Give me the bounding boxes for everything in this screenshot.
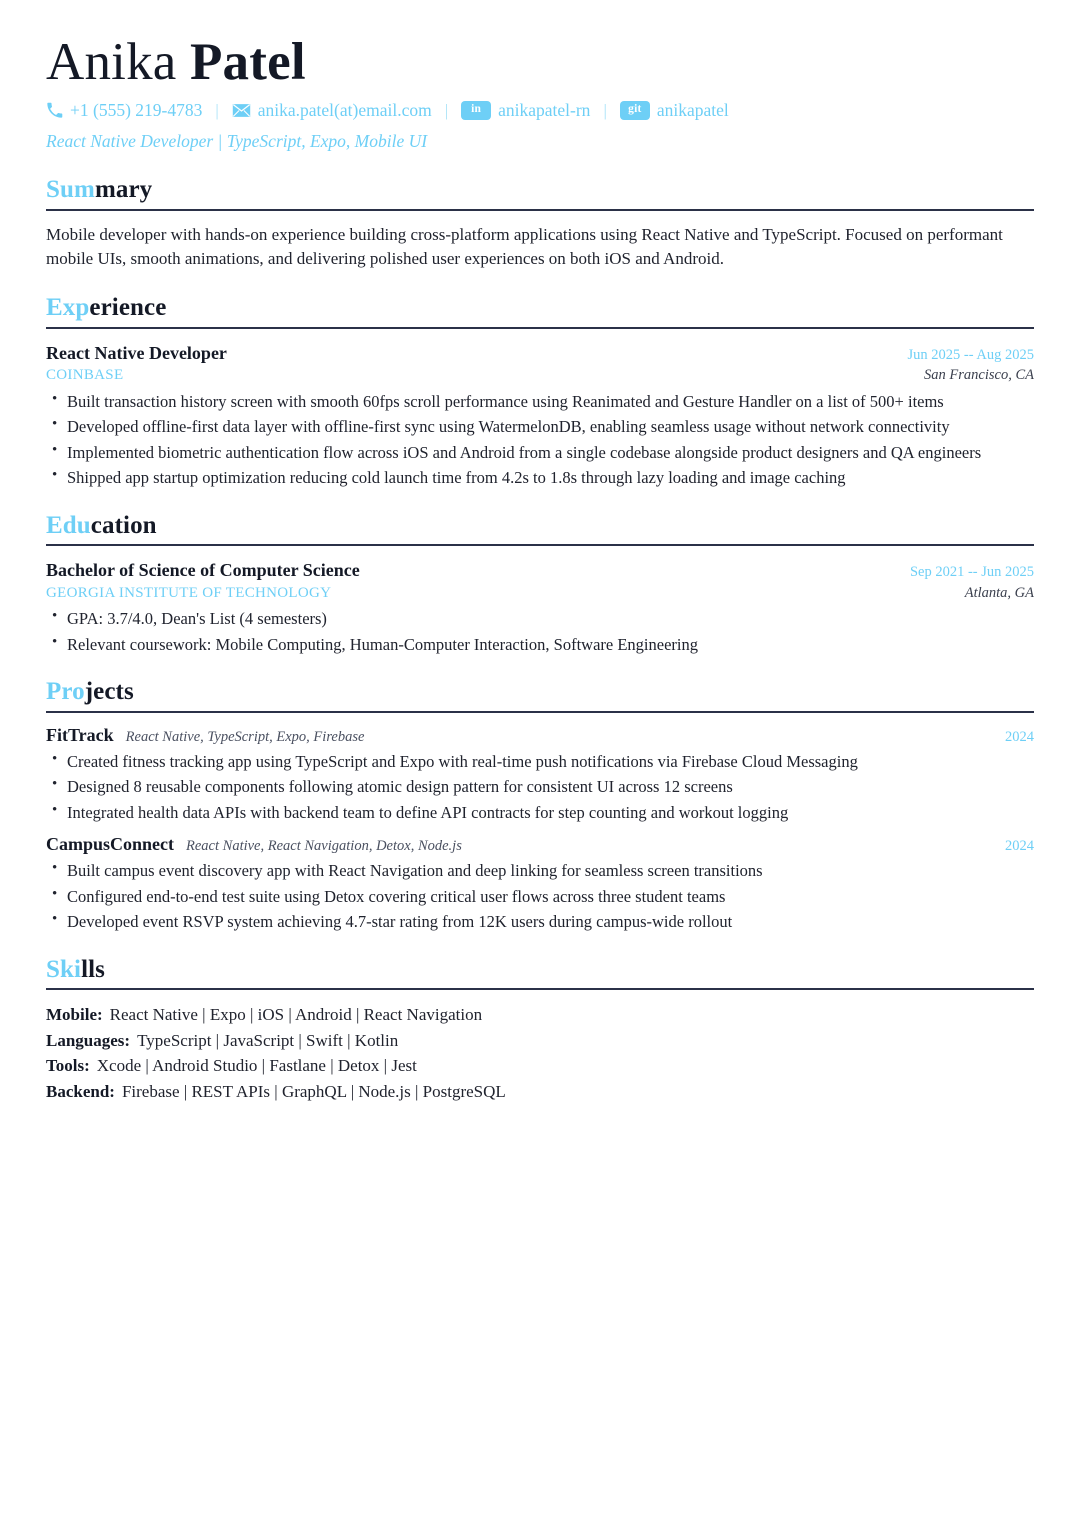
- list-item: • Relevant coursework: Mobile Computing, Human-Computer Interaction, Software Engineering: [46, 633, 1034, 656]
- page-title: [46, 34, 1034, 91]
- job-bullets: [46, 390, 1034, 490]
- project-left: [46, 834, 462, 855]
- project-title-row: [46, 725, 1034, 746]
- skill-row: [46, 1028, 1034, 1054]
- list-item: • Developed event RSVP system achieving 4.7-star rating from 12K users during campus-wide rollout: [46, 910, 1034, 933]
- email-text: anika.patel(at)email.com: [257, 100, 432, 121]
- resume-header: [46, 34, 1034, 154]
- heading-rest: erience: [89, 294, 167, 322]
- job-title: React Native Developer: [46, 342, 227, 363]
- section-rule: [46, 327, 1034, 329]
- heading-highlight: Edu: [46, 511, 91, 539]
- heading-highlight: Sum: [46, 175, 95, 203]
- list-item: • Configured end-to-end test suite using Detox covering critical user flows across three student teams: [46, 885, 1034, 908]
- skill-row: [46, 1079, 1034, 1105]
- skill-values: Firebase | REST APIs | GraphQL | Node.js | PostgreSQL: [121, 1081, 506, 1101]
- linkedin-text: anikapatel-rn: [498, 100, 591, 121]
- skill-label: Tools:: [46, 1056, 90, 1076]
- entry-title-row: [46, 558, 1034, 583]
- section-rule: [46, 544, 1034, 546]
- entry-org-row: [46, 365, 1034, 386]
- phone-text: +1 (555) 219-4783: [70, 100, 203, 121]
- project-name: FitTrack: [46, 725, 114, 746]
- list-item: • Created fitness tracking app using TypeScript and Expo with real-time push notifications via Firebase Cloud Messaging: [46, 750, 1034, 773]
- degree-title: Bachelor of Science of Computer Science: [46, 560, 360, 581]
- skill-label: Mobile:: [46, 1005, 103, 1025]
- education-entry: [46, 558, 1034, 656]
- list-item: • Built transaction history screen with smooth 60fps scroll performance using Reanimated and Gesture Handler on a list of 500+ items: [46, 390, 1034, 413]
- education-bullets: [46, 607, 1034, 656]
- project-stack: React Native, TypeScript, Expo, Firebase: [125, 729, 365, 746]
- skills-list: [46, 1002, 1034, 1104]
- heading-highlight: Ski: [46, 955, 82, 983]
- skill-row: [46, 1053, 1034, 1079]
- list-item: • Designed 8 reusable components following atomic design pattern for consistent UI across 12 screens: [46, 775, 1034, 798]
- list-item: • GPA: 3.7/4.0, Dean's List (4 semesters): [46, 607, 1034, 630]
- project-title-row: [46, 834, 1034, 855]
- heading-rest: jects: [84, 678, 134, 706]
- section-rule: [46, 988, 1034, 990]
- tagline: React Native Developer | TypeScript, Expo, Mobile UI: [46, 131, 428, 152]
- list-item: • Shipped app startup optimization reducing cold launch time from 4.2s to 1.8s through lazy loading and image caching: [46, 466, 1034, 489]
- contact-line: [46, 97, 1034, 123]
- entry-title-row: [46, 341, 1034, 366]
- section-heading-skills: [46, 956, 1034, 985]
- job-location: San Francisco, CA: [924, 367, 1034, 384]
- summary-text: Mobile developer with hands-on experience building cross-platform applications using React Native and TypeScript. Focused on performant mobile UIs, smooth animations, and delivering polished user experiences on both iOS and Android.: [46, 224, 1003, 269]
- project-year: 2024: [1005, 838, 1034, 855]
- phone-icon: [46, 102, 63, 119]
- contact-separator: |: [603, 100, 607, 120]
- section-rule: [46, 711, 1034, 713]
- section-heading-summary: [46, 176, 1034, 205]
- skill-row: [46, 1002, 1034, 1028]
- project-entry: [46, 725, 1034, 824]
- skill-label: Backend:: [46, 1081, 115, 1101]
- section-experience: [46, 294, 1034, 490]
- heading-rest: mary: [94, 175, 153, 203]
- email-icon: [232, 103, 251, 118]
- contact-email[interactable]: [232, 97, 432, 123]
- list-item: • Integrated health data APIs with backend team to define API contracts for step counting and workout logging: [46, 801, 1034, 824]
- skill-values: Xcode | Android Studio | Fastlane | Detox | Jest: [96, 1056, 417, 1076]
- section-skills: [46, 956, 1034, 1105]
- project-year: 2024: [1005, 729, 1034, 746]
- list-item: • Developed offline-first data layer with offline-first sync using WatermelonDB, enabling seamless usage without network connectivity: [46, 415, 1034, 438]
- heading-rest: cation: [90, 511, 157, 539]
- list-item: • Built campus event discovery app with React Navigation and deep linking for seamless screen transitions: [46, 859, 1034, 882]
- contact-phone[interactable]: [46, 97, 202, 123]
- school-location: Atlanta, GA: [964, 584, 1034, 601]
- github-icon: git: [620, 101, 650, 120]
- section-heading-projects: [46, 678, 1034, 707]
- section-education: [46, 512, 1034, 657]
- project-bullets: [46, 750, 1034, 824]
- project-entry: [46, 834, 1034, 933]
- skill-values: TypeScript | JavaScript | Swift | Kotlin: [137, 1030, 399, 1050]
- experience-entry: [46, 341, 1034, 490]
- section-rule: [46, 209, 1034, 211]
- section-projects: [46, 678, 1034, 933]
- heading-highlight: Exp: [46, 294, 90, 322]
- project-left: [46, 725, 364, 746]
- section-heading-education: [46, 512, 1034, 541]
- first-name: Anika: [46, 33, 177, 91]
- school-name: GEORGIA INSTITUTE OF TECHNOLOGY: [46, 584, 332, 601]
- skill-values: React Native | Expo | iOS | Android | React Navigation: [109, 1005, 483, 1025]
- project-name: CampusConnect: [46, 834, 175, 855]
- last-name: Patel: [189, 33, 306, 91]
- job-date: Jun 2025 -- Aug 2025: [907, 346, 1034, 363]
- contact-separator: |: [215, 100, 219, 120]
- heading-highlight: Pro: [46, 678, 85, 706]
- contact-separator: |: [444, 100, 449, 120]
- job-organization: COINBASE: [46, 367, 124, 384]
- contact-linkedin[interactable]: [461, 97, 590, 123]
- list-item: • Implemented biometric authentication flow across iOS and Android from a single codebase alongside product designers and QA engineers: [46, 441, 1034, 464]
- skill-label: Languages:: [46, 1030, 131, 1050]
- entry-org-row: [46, 583, 1034, 604]
- heading-rest: lls: [81, 955, 105, 983]
- github-text: anikapatel: [656, 100, 729, 121]
- contact-github[interactable]: [620, 97, 729, 123]
- project-stack: React Native, React Navigation, Detox, Node.js: [186, 838, 462, 855]
- degree-date: Sep 2021 -- Jun 2025: [909, 564, 1034, 581]
- section-summary: [46, 176, 1034, 272]
- linkedin-icon: in: [461, 101, 491, 120]
- section-heading-experience: [46, 294, 1034, 323]
- project-bullets: [46, 859, 1034, 933]
